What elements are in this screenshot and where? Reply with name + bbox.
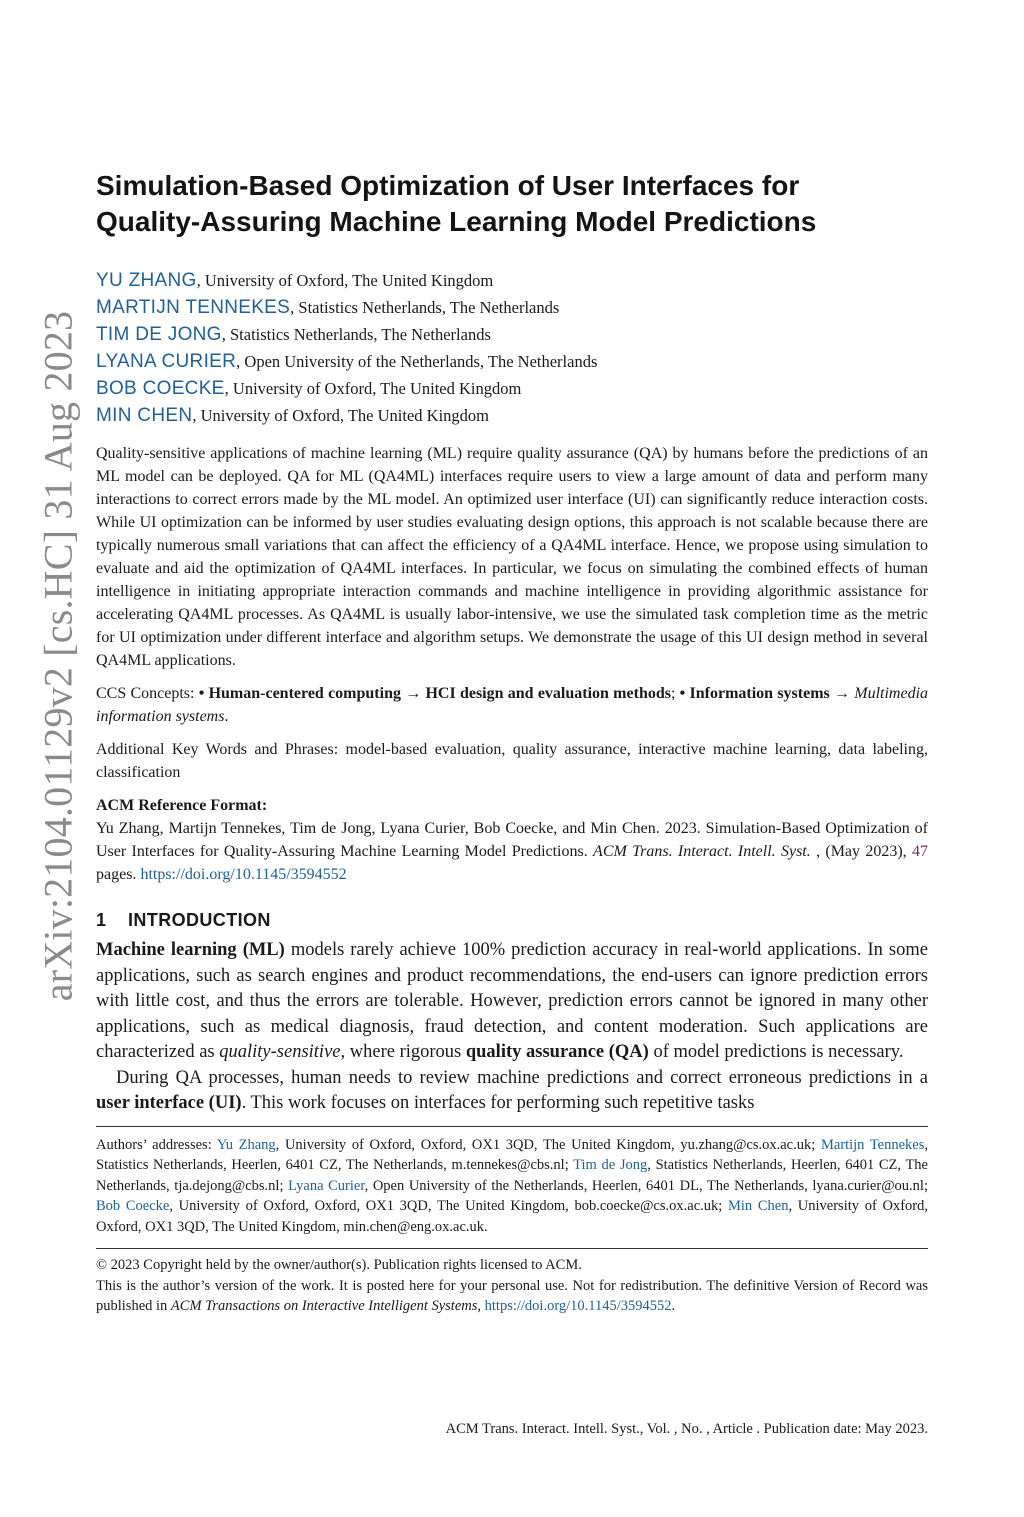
section-heading-introduction — [96, 908, 928, 932]
author-name: MIN CHEN — [96, 405, 193, 426]
ccs-label: CCS Concepts: — [96, 685, 199, 702]
author-name: TIM DE JONG — [96, 324, 222, 345]
ccs-concepts — [96, 682, 928, 728]
copyright-comma: , — [477, 1298, 485, 1314]
copyright-journal: ACM Transactions on Interactive Intelligent Systems — [170, 1298, 478, 1314]
term-quality-assurance: quality assurance (QA) — [465, 1042, 649, 1062]
ccs-bullet-1: • Human-centered computing — [198, 685, 401, 702]
copyright-line: © 2023 Copyright held by the owner/author(s). Publication rights licensed to ACM. — [96, 1257, 582, 1273]
address-text: , Statistics Netherlands, Heerlen, 6401 CZ, The Netherlands, m.tennekes@cbs.nl; — [96, 1136, 928, 1173]
paper-page — [96, 168, 928, 1317]
address-text: , Statistics Netherlands, Heerlen, 6401 CZ, The Netherlands, tja.dejong@cbs.nl; — [96, 1157, 928, 1194]
term-user-interface: user interface (UI) — [96, 1093, 242, 1113]
footnote-divider — [96, 1126, 928, 1127]
acm-reference-date: , (May 2023), — [810, 843, 912, 860]
acm-reference-text: Yu Zhang, Martijn Tennekes, Tim de Jong, Lyana Curier, Bob Coecke, and Min Chen. 2023. Simulation-Based Optimization of User Interfaces for Quality-Assuring Machine Learning Model Predictions. — [96, 820, 928, 860]
intro-text: . This work focuses on interfaces for performing such repetitive tasks — [241, 1093, 755, 1113]
term-quality-sensitive: quality-sensitive — [219, 1042, 341, 1062]
author-entry — [96, 375, 928, 402]
author-affiliation: , University of Oxford, The United Kingdom — [196, 271, 494, 290]
acm-reference-journal: ACM Trans. Interact. Intell. Syst. — [593, 843, 811, 860]
addresses-lead: Authors’ addresses: — [96, 1136, 217, 1153]
author-name: LYANA CURIER — [96, 351, 237, 372]
author-link-min-chen[interactable]: Min Chen — [727, 1198, 789, 1214]
acm-reference-heading: ACM Reference Format: — [96, 797, 268, 814]
section-title: INTRODUCTION — [128, 910, 271, 930]
author-affiliation: , University of Oxford, The United Kingdom — [192, 406, 489, 425]
ccs-end: . — [224, 708, 229, 725]
ccs-bullet-2: • Information systems — [679, 685, 830, 702]
address-text: , Open University of the Netherlands, Heerlen, 6401 DL, The Netherlands, lyana.curier@ou.nl; — [364, 1177, 928, 1194]
intro-paragraph-2 — [96, 1066, 928, 1117]
author-entry — [96, 348, 928, 375]
copyright-divider — [96, 1248, 928, 1249]
intro-paragraph-1 — [96, 938, 928, 1066]
copyright-end: . — [671, 1298, 676, 1314]
author-name: MARTIJN TENNEKES — [96, 297, 291, 318]
author-link-bob-coecke[interactable]: Bob Coecke — [96, 1198, 170, 1214]
acm-reference-pages-suffix: pages. — [96, 866, 141, 883]
term-machine-learning: Machine learning (ML) — [96, 940, 285, 960]
keywords: Additional Key Words and Phrases: model-based evaluation, quality assurance, interactive machine learning, data labeling, classification — [96, 741, 928, 781]
section-number: 1 — [96, 910, 107, 930]
author-link-martijn-tennekes[interactable]: Martijn Tennekes — [820, 1136, 925, 1153]
abstract: Quality-sensitive applications of machine learning (ML) require quality assurance (QA) by humans before the predictions of an ML model can be deployed. QA for ML (QA4ML) interfaces require users to view a large amount of data and perform many interactions to correct errors made by the ML model. An optimized user interface (UI) can significantly reduce interaction costs. While UI optimization can be informed by user studies evaluating design options, this approach is not scalable because there are typically numerous small variations that can affect the efficiency of a QA4ML interface. Hence, we propose using simulation to evaluate and aid the optimization of QA4ML interfaces. In particular, we focus on simulating the combined effects of human intelligence in initiating appropriate interaction commands and machine intelligence in providing algorithmic assistance for accelerating QA4ML processes. As QA4ML is usually labor-intensive, we use the simulated task completion time as the metric for UI optimization under different interface and algorithm setups. We demonstrate the usage of this UI design method in several QA4ML applications. — [96, 445, 928, 669]
address-text: , University of Oxford, Oxford, OX1 3QD, The United Kingdom, min.chen@eng.ox.ac.uk. — [96, 1198, 928, 1235]
acm-reference-pages: 47 — [912, 843, 928, 860]
author-entry — [96, 294, 928, 321]
address-text: , University of Oxford, Oxford, OX1 3QD, The United Kingdom, yu.zhang@cs.ox.ac.uk; — [275, 1136, 821, 1153]
ccs-arrow-2: → — [829, 685, 855, 702]
author-affiliation: , Statistics Netherlands, The Netherlands — [221, 325, 491, 344]
ccs-item-1: HCI design and evaluation methods — [425, 685, 671, 702]
author-name: BOB COECKE — [96, 378, 225, 399]
author-entry — [96, 267, 928, 294]
version-statement: This is the author’s version of the work. It is posted here for your personal use. Not for redistribution. The definitive Version of Record was published in — [96, 1277, 928, 1314]
author-affiliation: , University of Oxford, The United Kingdom — [224, 379, 522, 398]
acm-reference-doi-link[interactable]: https://doi.org/10.1145/3594552 — [140, 866, 347, 883]
title-line-2: Quality-Assuring Machine Learning Model Predictions — [96, 206, 817, 237]
author-entry — [96, 402, 928, 429]
ccs-separator: ; — [670, 685, 680, 702]
intro-text: of model predictions is necessary. — [648, 1042, 904, 1062]
acm-reference-format — [96, 794, 928, 886]
running-footer: ACM Trans. Interact. Intell. Syst., Vol. , No. , Article . Publication date: May 2023. — [445, 1421, 928, 1437]
author-addresses — [96, 1135, 928, 1238]
copyright-notice — [96, 1255, 928, 1317]
author-link-lyana-curier[interactable]: Lyana Curier — [288, 1177, 365, 1194]
paper-title — [96, 168, 928, 240]
author-list — [96, 267, 928, 429]
author-entry — [96, 321, 928, 348]
ccs-arrow-1: → — [400, 685, 426, 702]
address-text: , University of Oxford, Oxford, OX1 3QD, The United Kingdom, bob.coecke@cs.ox.ac.uk; — [169, 1198, 728, 1214]
author-affiliation: , Open University of the Netherlands, The Netherlands — [236, 352, 598, 371]
author-link-tim-de-jong[interactable]: Tim de Jong — [573, 1157, 648, 1173]
copyright-doi-link[interactable]: https://doi.org/10.1145/3594552 — [484, 1298, 672, 1314]
intro-text: During QA processes, human needs to review machine predictions and correct erroneous predictions in a — [116, 1067, 928, 1088]
ccs-item-2: Multimedia information systems — [96, 685, 929, 725]
intro-text: models rarely achieve 100% prediction accuracy in real-world applications. In some applications, such as search engines and product recommendations, the end-users can ignore prediction errors with little cost, and thus the errors are tolerable. However, prediction errors cannot be ignored in many other applications, such as medical diagnosis, fraud detection, and content moderation. Such applications are characterized as — [96, 940, 928, 1062]
author-link-yu-zhang[interactable]: Yu Zhang — [216, 1136, 276, 1153]
intro-text: , where rigorous — [340, 1042, 466, 1062]
title-line-1: Simulation-Based Optimization of User Interfaces for — [96, 170, 800, 201]
author-name: YU ZHANG — [96, 270, 197, 291]
arxiv-identifier-text: arXiv:2104.01129v2 [cs.HC] 31 Aug 2023 — [35, 310, 81, 1002]
author-affiliation: , Statistics Netherlands, The Netherlands — [290, 298, 560, 317]
